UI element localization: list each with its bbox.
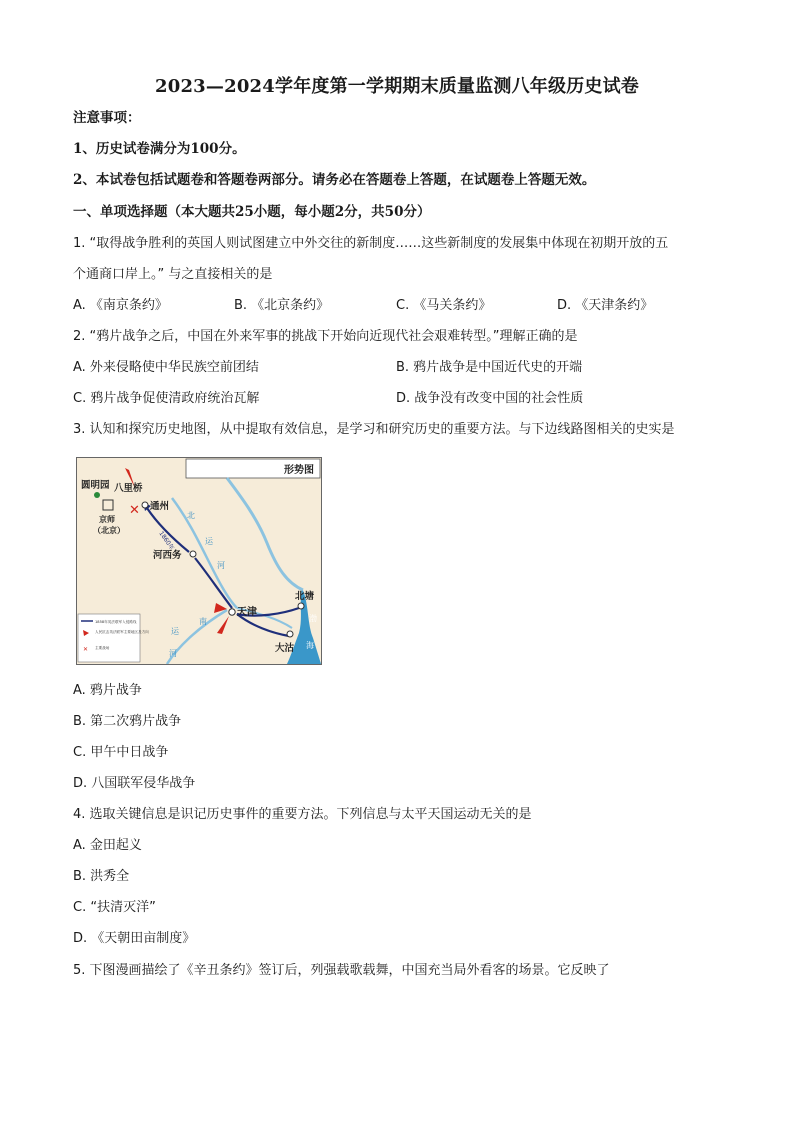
tianjin-label: 天津 xyxy=(237,607,257,618)
q1-option-c[interactable]: C. 《马关条约》 xyxy=(396,298,492,313)
balizhao-label: 八里桥 xyxy=(114,483,143,494)
yun2-label: 运 xyxy=(171,627,179,636)
q2-option-c[interactable]: C. 鸦片战争促使清政府统治瓦解 xyxy=(73,391,260,406)
tongzhou-dot xyxy=(142,502,148,508)
route-year-label: 1860年 xyxy=(157,530,176,552)
hexiwu-label: 河西务 xyxy=(153,550,182,561)
q4-option-b[interactable]: B. 洪秀全 xyxy=(73,869,130,884)
legend-battle-text: 主要战场 xyxy=(95,646,110,650)
q4-option-d[interactable]: D. 《天朝田亩制度》 xyxy=(73,931,196,946)
q1-stem-line-2: 个通商口岸上。” 与之直接相关的是 xyxy=(73,267,273,282)
q3-option-c[interactable]: C. 甲午中日战争 xyxy=(73,745,169,760)
yuanmingyuan-label: 圆明园 xyxy=(81,480,110,491)
q3-option-a[interactable]: A. 鸦片战争 xyxy=(73,683,142,698)
bohai-label-2: 海 xyxy=(306,641,314,650)
q2-stem: 2. “鸦片战争之后，中国在外来军事的挑战下开始向近现代社会艰难转型。”理解正确的是 xyxy=(73,329,578,344)
legend-resist-text: 人民抗击英法联军主要地区及方向 xyxy=(95,630,149,634)
q3-stem: 3. 认知和探究历史地图，从中提取有效信息，是学习和研究历史的重要方法。与下边线路图相关的史实是 xyxy=(73,422,675,437)
he2-label: 河 xyxy=(169,649,177,658)
battle-mark: ✕ xyxy=(129,503,140,518)
beitang-label: 北塘 xyxy=(295,591,315,602)
exam-title: 2023—2024学年度第一学期期末质量监测八年级历史试卷 xyxy=(155,76,639,97)
q1-option-d[interactable]: D. 《天津条约》 xyxy=(557,298,654,313)
dagu-dot xyxy=(287,631,293,637)
route-map-svg xyxy=(77,458,321,664)
q2-option-b[interactable]: B. 鸦片战争是中国近代史的开端 xyxy=(396,360,583,375)
q1-option-b[interactable]: B. 《北京条约》 xyxy=(234,298,330,313)
historical-route-map xyxy=(76,457,322,665)
hexiwu-dot xyxy=(190,551,196,557)
tongzhou-label: 通州 xyxy=(150,501,170,512)
nan-label: 南 xyxy=(199,617,207,626)
beitang-dot xyxy=(298,603,304,609)
yuanmingyuan-dot xyxy=(94,492,100,498)
he-label: 河 xyxy=(217,561,225,570)
legend-battle-symbol: ✕ xyxy=(83,646,89,653)
section-heading: 一、单项选择题（本大题共25小题，每小题2分，共50分） xyxy=(73,204,431,220)
q3-option-b[interactable]: B. 第二次鸦片战争 xyxy=(73,714,182,729)
q1-option-a[interactable]: A. 《南京条约》 xyxy=(73,298,168,313)
q2-option-d[interactable]: D. 战争没有改变中国的社会性质 xyxy=(396,391,584,406)
q5-stem: 5. 下图漫画描绘了《辛丑条约》签订后，列强载歌载舞，中国充当局外看客的场景。它反映了 xyxy=(73,963,610,978)
q4-option-a[interactable]: A. 金田起义 xyxy=(73,838,142,853)
q1-stem-line-1: 1. “取得战争胜利的英国人则试图建立中外交往的新制度……这些新制度的发展集中体现在初期开放的五 xyxy=(73,236,669,251)
q4-stem: 4. 选取关键信息是识记历史事件的重要方法。下列信息与太平天国运动无关的是 xyxy=(73,807,532,822)
map-title: 形势图 xyxy=(284,465,314,476)
dagu-label: 大沽 xyxy=(275,643,295,654)
tianjin-dot xyxy=(229,609,235,615)
q4-option-c[interactable]: C. “扶清灭洋” xyxy=(73,900,156,915)
jingshi-label: 京师 xyxy=(99,515,115,524)
q3-option-d[interactable]: D. 八国联军侵华战争 xyxy=(73,776,196,791)
legend-route-text: 1858年英法联军入侵路线 xyxy=(95,620,137,624)
beijing-label: （北京） xyxy=(93,526,125,535)
notice-item-1: 1、历史试卷满分为100分。 xyxy=(73,141,246,157)
bei-label: 北 xyxy=(187,511,195,520)
yun-label: 运 xyxy=(205,537,213,546)
notice-item-2: 2、本试卷包括试题卷和答题卷两部分。请务必在答题卷上答题，在试题卷上答题无效。 xyxy=(73,172,596,188)
bohai-label-1: 渤 xyxy=(309,614,317,623)
q2-option-a[interactable]: A. 外来侵略使中华民族空前团结 xyxy=(73,360,259,375)
notice-heading: 注意事项： xyxy=(73,110,141,126)
